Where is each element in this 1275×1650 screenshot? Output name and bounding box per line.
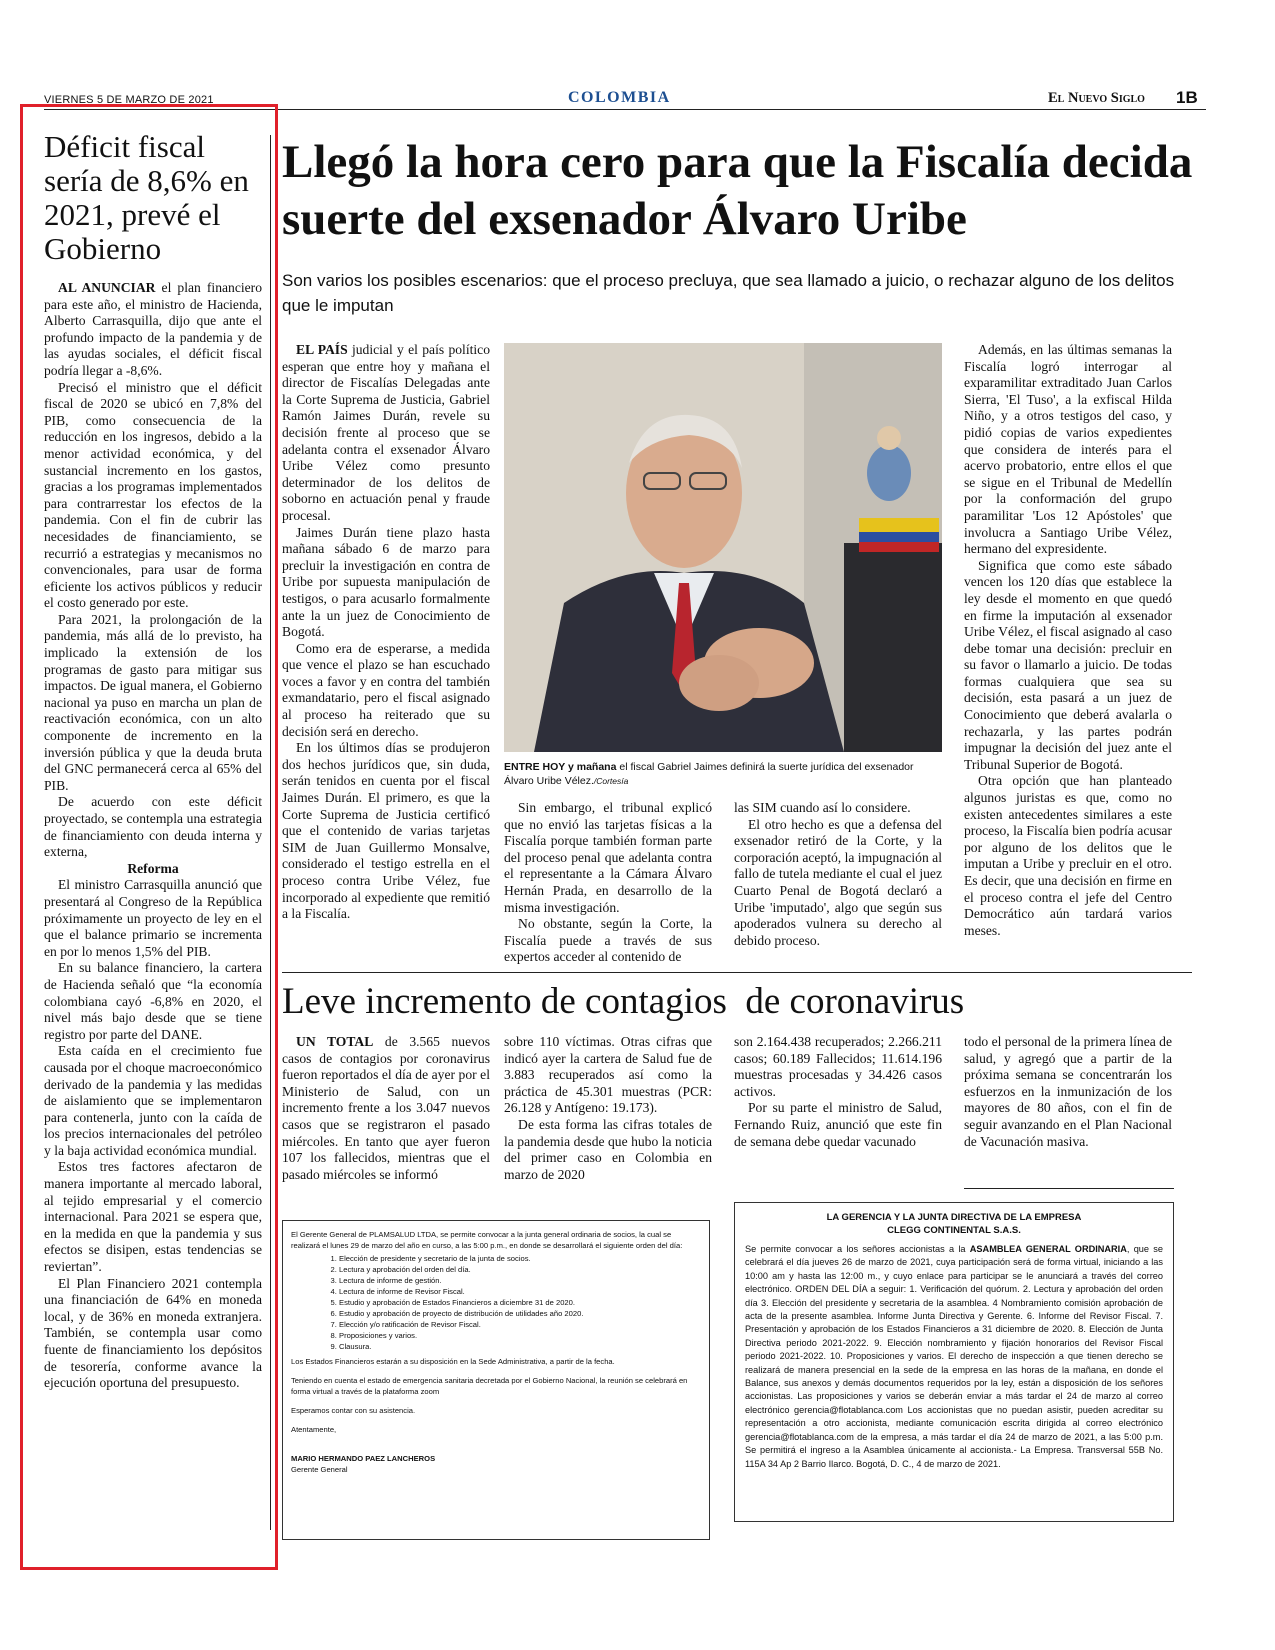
sidebar-p2: Precisó el ministro que el déficit fiscal de 2020 se ubicó en 7,8% del PIB, como consecuencia de la reducción en los ingresos, debido a la menor actividad económica, y del sustancial incremento en los gastos, gracias a los programas implementados para contrarrestar los efectos de la pandemia. Con el fin de cubrir las necesidades de financiamiento, se recurrió a estrategias y mecanismos no convencionales, para usar de forma eficiente los activos públicos y reducir el costo generado por este. [44,379,262,611]
agenda-item: 5. Estudio y aprobación de Estados Financieros a diciembre 31 de 2020. [339,1297,701,1308]
second-c2p1: sobre 110 víctimas. Otras cifras que indicó ayer la cartera de Salud fue de 3.883 recuperados así como la práctica de 45.301 muestras (PCR: 26.128 y Antígeno: 19.173). [504,1034,712,1116]
sidebar-p7: Esta caída en el crecimiento fue causada por el choque macroeconómico derivado de la pandemia y las medidas de aislamiento que se implementaron para contenerla, junto con la caída de los precios internacionales del petróleo y la baja actividad económica mundial. [44,1043,262,1158]
notice-right-body-c: , que se celebrará el día jueves 26 de marzo de 2021, cuya participación será de forma virtual, iniciando a las 10:00 am y hasta las 12:00 m., y cuyo enlace para participar se le anunciará a través del correo electrónico. ORDEN DEL DÍA a seguir: 1. Verificación del quórum. 2. Lectura y aprobación del orden día 3. Elección del presidente y secretaria de la asamblea. 4 Nombramiento comisión aprobación de acta de la presente asamblea. Informe Junta Directiva y Gerente. 6. Informe del Revisor Fiscal. 7. Presentación y aprobación de los Estados Financieros a 31 diciembre de 2020. 8. Elección de Junta Directiva periodo 2021-2022. 9. Elección nombramiento y fijación honorarios del Revisor Fiscal periodo 2021-2022. 10. Proposiciones y varios. El derecho de inspección a que tienen derecho se realizará de manera presencial en la sede de la empresa en las horas de la mañana, en donde el Balance, sus anexos y demás documentos requeridos por la ley, están a disposición de los señores accionistas. Las proposiciones y varios se deberán enviar a más tardar el 24 de marzo al correo electrónico gerencia@flotablanca.com Los accionistas que no puedan asistir, pueden acreditar su representación a otro accionista, mediante comunicación escrita dirigida al correo electrónico gerencia@flotablanca.com de la empresa, a más tardar el día 24 de marzo de 2021, a las 5:00 p.m. Se permitirá el ingreso a la Asamblea únicamente al accionista.- La Empresa. Transversal 55B No. 115A 34 Ap 2 Barrio Ilarco. Bogotá, D. C., 4 de marzo de 2021. [745,1244,1163,1469]
second-col-1 [282,1034,490,1183]
sidebar-p1: el plan financiero para este año, el ministro de Hacienda, Alberto Carrasquilla, dijo que ante el profundo impacto de la pandemia y de las ayudas sociales, el déficit fiscal podría llegar a -8,6%. [44,280,262,378]
notice-right-body [745,1243,1163,1471]
sidebar-title: Déficit fiscal sería de 8,6% en 2021, prevé el Gobierno [44,129,249,266]
sidebar-p9: El Plan Financiero 2021 contempla una financiación de 64% en moneda local, y de 36% en moneda extranjera. También, se contempla usar como fuente de financiamiento los depósitos de tesorería, conforme avance la ejecución oportuna del presupuesto. [44,1275,262,1391]
second-c1: de 3.565 nuevos casos de contagios por coronavirus fueron reportados el día de ayer por el Ministerio de Salud, con un incremento frente a los 3.047 nuevos casos que se registraron el pasado miércoles. En tanto que ayer fueron 107 los fallecidos, mientras que el pasado miércoles se informó [282,1034,490,1182]
sidebar-lead: AL ANUNCIAR [58,280,156,295]
agenda-item: 6. Estudio y aprobación de proyecto de distribución de utilidades año 2020. [339,1308,701,1319]
second-col-2 [504,1034,712,1183]
main-c3p2: El otro hecho es que a defensa del exsenador retiró de la Corte, y la corporación aceptó, la impugnación al fallo de tutela mediante el cual el juez Cuarto Penal de Bogotá declaró a Uribe 'imputado', algo que según sus apoderados vulnera su derecho al debido proceso. [734,816,942,948]
main-c4p1: Además, en las últimas semanas la Fiscalía logró interrogar al exparamilitar extraditado Juan Carlos Sierra, 'El Tuso', a la exfiscal Hilda Niño, y a otros testigos del caso, y pidió copias de varios expedientes que considera de interés para el acervo probatorio, entre ellos el que se sigue en el Tribunal de Medellín por la conformación del grupo paramilitar 'Los 12 Apóstoles' que involucra a Santiago Uribe Vélez, hermano del expresidente. [964,342,1172,557]
second-c2p2: De esta forma las cifras totales de la pandemia desde que hubo la noticia del primer caso en Colombia en marzo de 2020 [504,1116,712,1182]
sidebar-p3: Para 2021, la prolongación de la pandemia, más allá de lo previsto, ha implicado la extensión de los programas de gasto para mitigar sus impactos. De igual manera, el Gobierno nacional ya puso en marcha un plan de reactivación económica, con un alto componente de incremento en la inversión pública y que la deuda bruta del GNC permanecerá cerca al 65% del PIB. [44,611,262,793]
main-c4p3: Otra opción que han planteado algunos juristas es que, como no existen antecedentes similares a este proceso, la Fiscalía bien podría acusar por alguno de los delitos que le imputan a Uribe y precluir en el otro. Es decir, que una decisión en firme en el proceso contra el jefe del Centro Democrático aún tardará varios meses. [964,773,1172,938]
agenda-item: 3. Lectura de informe de gestión. [339,1275,701,1286]
sidebar-subhead: Reforma [127,860,179,876]
main-col-1 [282,342,490,923]
main-col-2 [504,800,712,966]
notice-left-signer: MARIO HERMANDO PAEZ LANCHEROS [291,1454,436,1463]
second-col-4 [964,1034,1172,1150]
main-c2p2: No obstante, según la Corte, la Fiscalía puede a través de sus expertos acceder al contenido de [504,916,712,965]
notice-left-p3: Esperamos contar con su asistencia. [291,1406,416,1415]
main-c1p1: judicial y el país político esperan que entre hoy y mañana el director de Fiscalías Delegadas ante la Corte Suprema de Justicia, Gabriel Ramón Jaimes Durán, revele su decisión frente al proceso que se adelanta contra el exsenador Álvaro Uribe Vélez como presunto determinador de los delitos de soborno en actuación penal y fraude procesal. [282,342,490,523]
main-deck: Son varios los posibles escenarios: que el proceso precluya, que sea llamado a juicio, o rechazar alguno de los delitos que le imputan [282,271,1175,315]
notice-right-title1: LA GERENCIA Y LA JUNTA DIRECTIVA DE LA EMPRESA [826,1212,1082,1223]
agenda-item: 7. Elección y/o ratificación de Revisor Fiscal. [339,1319,701,1330]
sidebar-body [44,280,262,1392]
agenda-item: 1. Elección de presidente y secretario de la junta de socios. [339,1253,701,1264]
main-c1p3: Como era de esperarse, a medida que vence el plazo se han escuchado voces a favor y en contra del también exmandatario, pero el fiscal asignado al proceso ha reiterado que su decisión será en derecho. [282,640,490,739]
second-col-3 [734,1034,942,1150]
agenda-item: 4. Lectura de informe de Revisor Fiscal. [339,1286,701,1297]
notice-plamsalud [282,1220,710,1540]
notice-right-body-b: ASAMBLEA GENERAL ORDINARIA [969,1244,1127,1254]
newspaper-brand: El Nuevo Siglo [1048,90,1145,106]
second-c3p2: Por su parte el ministro de Salud, Fernando Ruiz, anunció que este fin de semana debe quedar vacunado [734,1100,942,1149]
agenda-item: 2. Lectura y aprobación del orden del día. [339,1264,701,1275]
second-c3p1: son 2.164.438 recuperados; 2.266.211 casos; 60.189 Fallecidos; 11.614.196 muestras procesadas y 34.426 casos activos. [734,1034,942,1099]
main-photo [504,343,942,752]
second-c4: todo el personal de la primera línea de salud, y agregó que a partir de la próxima semana se concentrarán los esfuerzos en la inmunización de los mayores de 80 años, con el fin de seguir avanzando en el Plan Nacional de Vacunación masiva. [964,1034,1172,1149]
second-lead: UN TOTAL [296,1034,374,1049]
page-date: VIERNES 5 DE MARZO DE 2021 [44,94,214,106]
main-col-4 [964,342,1172,939]
caption-credit: /Cortesía [593,776,629,786]
sidebar-article [44,130,262,1392]
photo-caption [504,760,942,788]
main-c3p1: las SIM cuando así lo considere. [734,800,911,815]
main-c1p4: En los últimos días se produjeron dos hechos jurídicos que, sin duda, serán tenidos en cuenta por el fiscal Jaimes Durán. El primero, es que la Corte Suprema de Justicia certificó que el contenido de varias tarjetas SIM de Juan Guillermo Monsalve, considerado el testigo estrella en el proceso contra Uribe Vélez, fue incorporado al expediente que remitió a la Fiscalía. [282,740,490,922]
page-number: 1B [1176,88,1198,107]
photo-illustration [504,343,942,752]
second-story-bottom-rule [964,1188,1174,1189]
sidebar-p4: De acuerdo con este déficit proyectado, se contempla una estrategia de financiamiento con deuda interna y externa, [44,794,262,860]
notice-left-role: Gerente General [291,1465,348,1474]
main-col-3 [734,800,942,949]
notice-right-title2: CLEGG CONTINENTAL S.A.S. [887,1225,1021,1236]
notice-left-p1: Los Estados Financieros estarán a su disposición en la Sede Administrativa, a partir de la fecha. [291,1357,615,1366]
caption-text: el fiscal Gabriel Jaimes definirá la suerte jurídica del exsenador Álvaro Uribe Vélez. [504,761,914,787]
main-c1p2: Jaimes Durán tiene plazo hasta mañana sábado 6 de marzo para precluir la investigación en contra de Uribe por supuesta manipulación de testigos, o para acusarlo formalmente ante la un juez de Conocimiento de Bogotá. [282,524,490,640]
agenda-item: 8. Proposiciones y varios. [339,1330,701,1341]
second-headline: Leve incremento de contagios de coronavirus [282,981,965,1022]
main-headline: Llegó la hora cero para que la Fiscalía decida suerte del exsenador Álvaro Uribe [282,136,1193,245]
notice-right-body-a: Se permite convocar a los señores accionistas a la [745,1244,966,1254]
notice-left-intro: El Gerente General de PLAMSALUD LTDA, se permite convocar a la junta general ordinaria de socios, la cual se realizará el lunes 29 de marzo del año en curso, a las 5:00 p.m., en donde se desarrollará el siguiente orden del día: [291,1230,683,1250]
main-c4p2: Significa que como este sábado vencen los 120 días que establece la ley desde el momento en que quedó en firme la imputación al exsenador Uribe Vélez, el fiscal asignado al caso debe tomar una decisión: precluir en su favor o llamarlo a juicio. De todas formas cualquiera que sea su decisión, esta pasará a un juez de Conocimiento que deberá avalarla o rechazarla, y las partes podrán impugnar la decisión del juez ante el Tribunal Superior de Bogotá. [964,557,1172,772]
main-c2p1: Sin embargo, el tribunal explicó que no envió las tarjetas físicas a la Fiscalía porque también forman parte del proceso penal que adelanta contra el representante a la Cámara Álvaro Hernán Prada, en desarrollo de la misma investigación. [504,800,712,915]
sidebar-divider [270,135,271,1530]
caption-bold: ENTRE HOY y mañana [504,761,617,773]
main-lead: EL PAÍS [296,342,348,357]
section-name: COLOMBIA [568,89,671,106]
sidebar-p8: Estos tres factores afectaron de manera importante al mercado laboral, al tejido empresarial y el comercio internacional. Para 2021 se espera que, en la medida en que la pandemia y sus efectos se disipen, estas tendencias se reviertan”. [44,1159,262,1275]
notice-left-p2: Teniendo en cuenta el estado de emergencia sanitaria decretada por el Gobierno Nacional, la reunión se celebrará en forma virtual a través de la plataforma zoom [291,1376,688,1396]
second-story-rule [282,972,1192,973]
sidebar-p5: El ministro Carrasquilla anunció que presentará al Congreso de la República próximamente un proyecto de ley en el que el balance primario se incrementa en por lo menos 1,5% del PIB. [44,877,262,959]
notice-left-closing: Atentamente, [291,1425,337,1434]
agenda-item: 9. Clausura. [339,1341,701,1352]
notice-clegg [734,1202,1174,1522]
sidebar-p6: En su balance financiero, la cartera de Hacienda señaló que “la economía colombiana cayó -6,8% en 2020, el nivel más bajo desde que se tiene registro por parte del DANE. [44,960,262,1042]
notice-left-agenda [291,1253,701,1352]
